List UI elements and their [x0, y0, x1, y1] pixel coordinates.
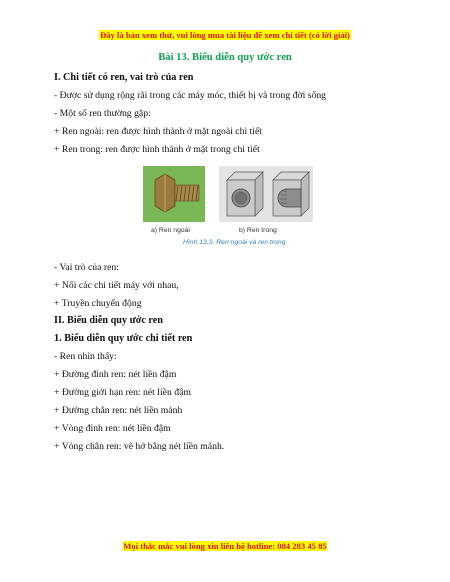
- role-line: + Truyền chuyển động: [54, 298, 142, 309]
- section2-line: - Ren nhìn thấy:: [54, 351, 117, 362]
- section2-line: + Đường chân ren: nét liền mảnh: [54, 405, 183, 416]
- role-line: + Nối các chi tiết máy với nhau,: [54, 280, 179, 291]
- section1-line: - Một số ren thường gặp:: [54, 108, 151, 119]
- internal-thread-image: [219, 166, 313, 222]
- lesson-title: Bài 13. Biểu diễn quy ước ren: [158, 52, 292, 63]
- section1-heading: I. Chi tiết có ren, vai trò của ren: [54, 72, 194, 83]
- section2-line: + Đường giới hạn ren: nét liền đậm: [54, 387, 191, 398]
- section1-line: - Được sử dụng rộng rãi trong các máy móc, thiết bị và trong đời sống: [54, 90, 327, 101]
- external-thread-image: [143, 166, 205, 222]
- nut-block-icon: [219, 166, 313, 222]
- section2-subheading: 1. Biểu diễn quy ước chi tiết ren: [54, 333, 193, 344]
- thread-figure: [143, 166, 315, 252]
- role-line: - Vai trò của ren:: [54, 262, 119, 273]
- caption-internal-thread: b) Ren trong: [239, 227, 277, 234]
- section2-line: + Vòng đỉnh ren: nét liền đậm: [54, 423, 171, 434]
- preview-notice: [0, 25, 450, 43]
- section2-heading: II. Biểu diễn quy ước ren: [54, 315, 163, 326]
- section1-line: + Ren trong: ren được hình thành ở mặt trong chi tiết: [54, 144, 260, 155]
- caption-external-thread: a) Ren ngoài: [151, 227, 190, 234]
- section1-line: + Ren ngoài: ren được hình thành ở mặt ngoài chi tiết: [54, 126, 262, 137]
- footer-hotline-text: Mọi thắc mắc vui lòng xin liên hệ hotline: 084 283 45 85: [123, 541, 327, 551]
- figure-title: Hình 13.3. Ren ngoài và ren trong: [183, 239, 286, 246]
- preview-notice-text: Đây là bản xem thử, vui lòng mua tài liệu để xem chi tiết (có lời giải): [100, 30, 350, 40]
- section2-line: + Vòng chân ren: vẽ hở bằng nét liền mảnh.: [54, 441, 225, 452]
- footer-hotline: [0, 536, 450, 554]
- bolt-icon: [143, 166, 205, 222]
- section2-line: + Đường đỉnh ren: nét liền đậm: [54, 369, 177, 380]
